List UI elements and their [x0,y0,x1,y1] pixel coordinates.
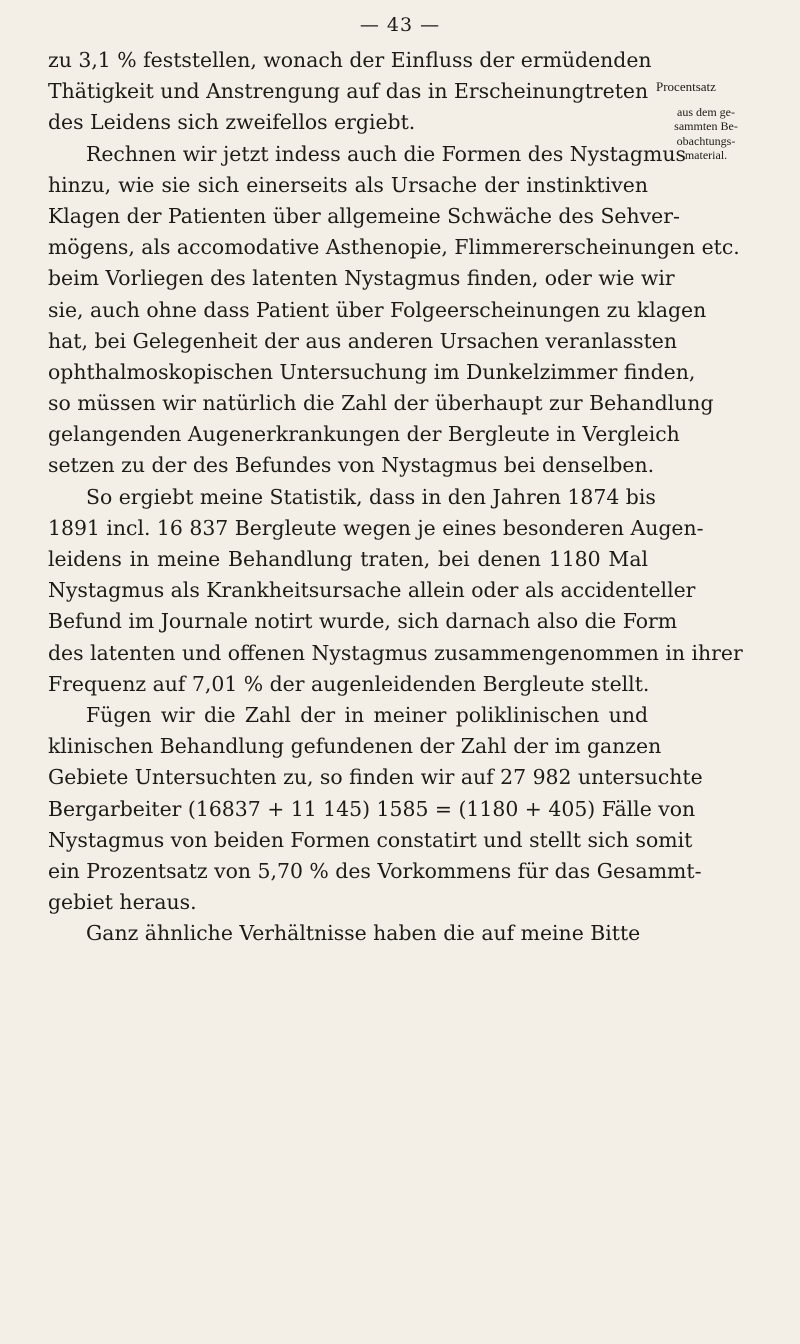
text-line: mögens, als accomodative Asthenopie, Flimmererscheinungen etc. [48,235,740,260]
text-line: Thätigkeit und Anstrengung auf das in Erscheinungtreten [48,79,649,104]
text-line: leidens in meine Behandlung traten, bei denen 1180 Mal [48,547,648,571]
text-line: Fügen wir die Zahl der in meiner poliklinischen und [86,702,648,727]
text-line: ophthalmoskopischen Untersuchung im Dunkelzimmer finden, [48,359,696,384]
text-line: 1891 incl. 16 837 Bergleute wegen je eines besonderen Augen- [48,515,704,540]
text-line: So ergiebt meine Statistik, dass in den Jahren 1874 bis [86,484,656,509]
marginal-note-line: obachtungs- [676,133,736,148]
marginal-note-line: Procentsatz [656,79,716,94]
text-line: Nystagmus von beiden Formen constatirt und stellt sich somit [48,827,693,852]
marginal-note-line: material. [684,148,728,162]
text-line: Frequenz auf 7,01 % der augenleidenden Bergleute stellt. [48,671,650,696]
text-line: Ganz ähnliche Verhältnisse haben die auf meine Bitte [86,921,641,946]
text-line: gebiet heraus. [48,890,197,915]
text-line: gelangenden Augenerkrankungen der Bergleute in Vergleich [48,422,680,447]
text-line: Gebiete Untersuchten zu, so finden wir auf 27 982 untersuchte [48,765,703,790]
text-line: beim Vorliegen des latenten Nystagmus finden, oder wie wir [48,266,675,291]
text-line: hinzu, wie sie sich einerseits als Ursache der instinktiven [48,172,648,197]
text-line: hat, bei Gelegenheit der aus anderen Ursachen veranlassten [48,328,677,353]
text-line: des Leidens sich zweifellos ergiebt. [48,110,416,135]
text-line: klinischen Behandlung gefundenen der Zahl der im ganzen [48,734,662,759]
text-line: Klagen der Patienten über allgemeine Schwäche des Sehver- [48,203,680,228]
marginal-note-line: sammten Be- [674,119,738,133]
text-line: setzen zu der des Befundes von Nystagmus bei denselben. [48,453,655,478]
text-line: Nystagmus als Krankheitsursache allein oder als accidenteller [48,578,696,603]
text-line: ein Prozentsatz von 5,70 % des Vorkommens für das Gesammt- [48,858,702,883]
text-line: sie, auch ohne dass Patient über Folgeerscheinungen zu klagen [48,297,707,322]
text-line: so müssen wir natürlich die Zahl der überhaupt zur Behandlung [48,391,714,416]
text-line: Bergarbeiter (16837 + 11 145) 1585 = (1180 + 405) Fälle von [48,796,696,821]
text-line: Rechnen wir jetzt indess auch die Formen des Nystagmus [86,141,686,166]
marginal-note [656,80,756,163]
text-line: zu 3,1 % feststellen, wonach der Einfluss der ermüdenden [48,48,652,72]
text-line: des latenten und offenen Nystagmus zusammengenommen in ihrer [48,640,743,665]
marginal-note-line: aus dem ge- [677,104,735,119]
text-line: Befund im Journale notirt wurde, sich darnach also die Form [48,609,678,634]
page-number: — 43 — [359,14,441,36]
